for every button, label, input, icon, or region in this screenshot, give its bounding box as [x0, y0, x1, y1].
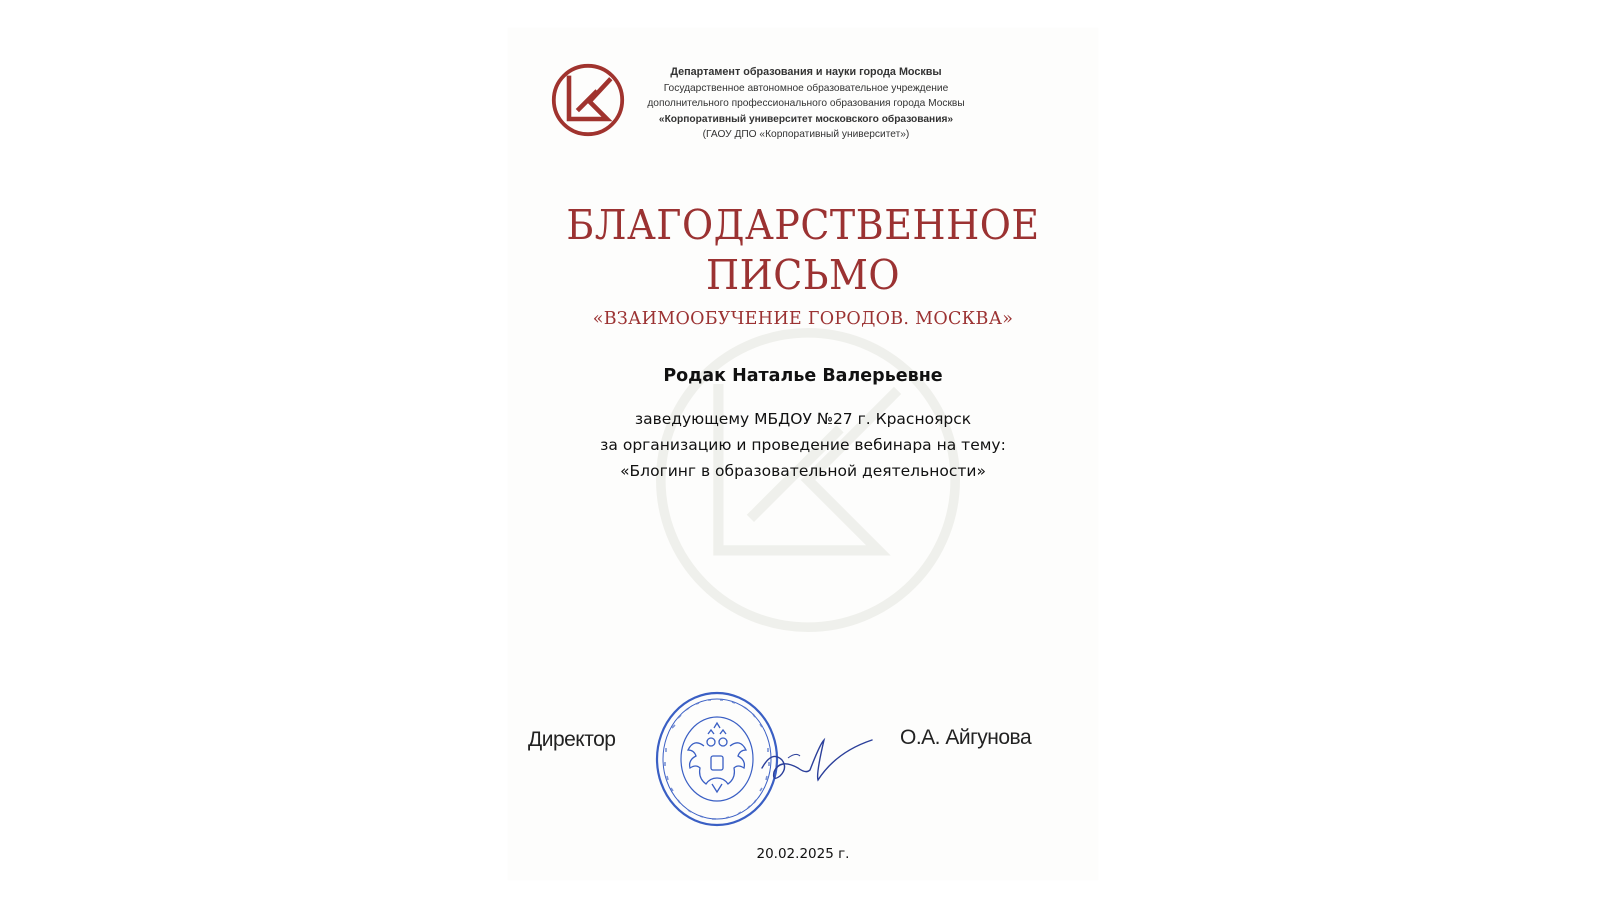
- certificate-page: [508, 28, 1098, 880]
- recipient-name: Родак Наталье Валерьевне: [663, 366, 943, 386]
- department-name: Департамент образования и науки города Москвы: [670, 66, 942, 78]
- university-abbreviation: (ГАОУ ДПО «Корпоративный университет»): [702, 129, 910, 140]
- document-title: [508, 200, 1098, 299]
- k-monogram-logo-icon: [550, 62, 626, 138]
- document-subtitle: «ВЗАИМООБУЧЕНИЕ ГОРОДОВ. МОСКВА»: [592, 309, 1014, 329]
- issue-date: 20.02.2025 г.: [756, 846, 850, 862]
- title-line-1: БЛАГОДАРСТВЕННОЕ: [566, 201, 1040, 249]
- institution-line-2: дополнительного профессионального образования города Москвы: [647, 98, 965, 109]
- letter-body: [508, 406, 1098, 484]
- issuer-header: [626, 65, 986, 143]
- body-line-1: заведующему МБДОУ №27 г. Красноярск: [634, 410, 972, 428]
- body-line-3: «Блогинг в образовательной деятельности»: [620, 462, 986, 480]
- title-line-2: ПИСЬМО: [705, 251, 901, 299]
- body-line-2: за организацию и проведение вебинара на тему:: [600, 436, 1006, 454]
- university-name: «Корпоративный университет московского образования»: [658, 113, 954, 125]
- handwritten-signature-icon: [758, 718, 878, 798]
- director-name: О.А. Айгунова: [900, 726, 1032, 749]
- director-title: Директор: [528, 728, 616, 751]
- institution-line-1: Государственное автономное образовательное учреждение: [663, 82, 949, 94]
